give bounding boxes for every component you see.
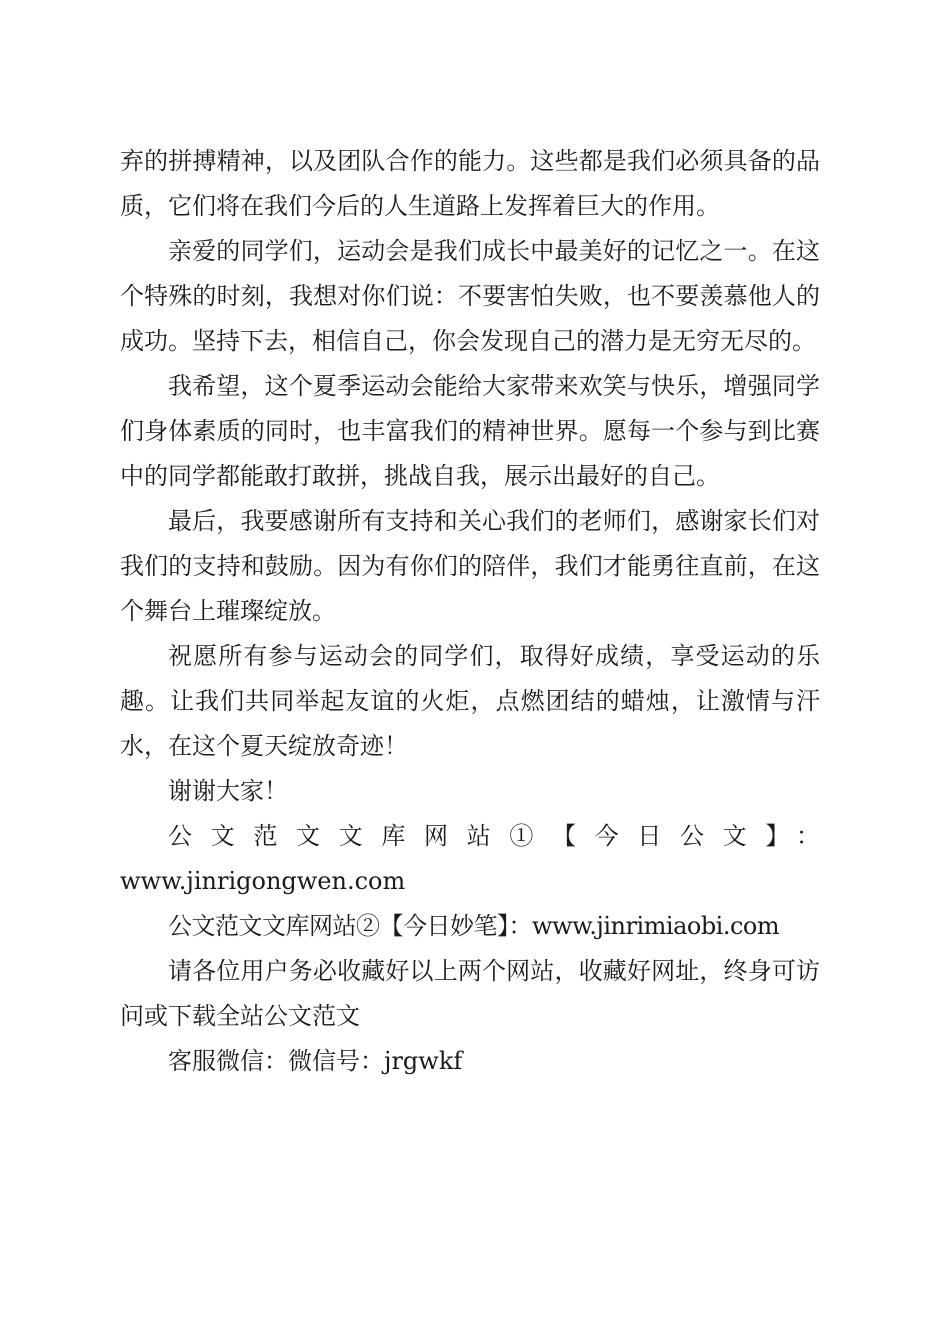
paragraph-wishes: 祝愿所有参与运动会的同学们，取得好成绩，享受运动的乐趣。让我们共同举起友谊的火炬，点燃团结的蜡烛，让激情与汗水，在这个夏天绽放奇迹！	[120, 642, 820, 760]
footer-service-wechat: 客服微信：微信号：jrgwkf	[168, 1047, 463, 1075]
paragraph-closing: 谢谢大家！	[168, 777, 288, 805]
paragraph-hope: 我希望，这个夏季运动会能给大家带来欢笑与快乐，增强同学们身体素质的同时，也丰富我们的精神世界。愿每一个参与到比赛中的同学都能敢打敢拼，挑战自我，展示出最好的自己。	[120, 372, 820, 490]
footer-notice: 请各位用户务必收藏好以上两个网站，收藏好网址，终身可访问或下载全站公文范文	[120, 957, 820, 1030]
document-page	[120, 139, 820, 1084]
footer-site1-url[interactable]: www.jinrigongwen.com	[120, 867, 406, 895]
paragraph-thanks-teachers: 最后，我要感谢所有支持和关心我们的老师们，感谢家长们对我们的支持和鼓励。因为有你们的陪伴，我们才能勇往直前，在这个舞台上璀璨绽放。	[120, 507, 820, 625]
footer-site2-line[interactable]: 公文范文文库网站②【今日妙笔】：www.jinrimiaobi.com	[168, 912, 780, 940]
paragraph-continuation: 弃的拼搏精神，以及团队合作的能力。这些都是我们必须具备的品质，它们将在我们今后的人生道路上发挥着巨大的作用。	[120, 147, 820, 220]
footer-site1-label: 公文范文文库网站①【今日公文】：	[168, 822, 820, 850]
paragraph-classmates: 亲爱的同学们，运动会是我们成长中最美好的记忆之一。在这个特殊的时刻，我想对你们说：不要害怕失败，也不要羡慕他人的成功。坚持下去，相信自己，你会发现自己的潜力是无穷无尽的。	[120, 237, 820, 355]
